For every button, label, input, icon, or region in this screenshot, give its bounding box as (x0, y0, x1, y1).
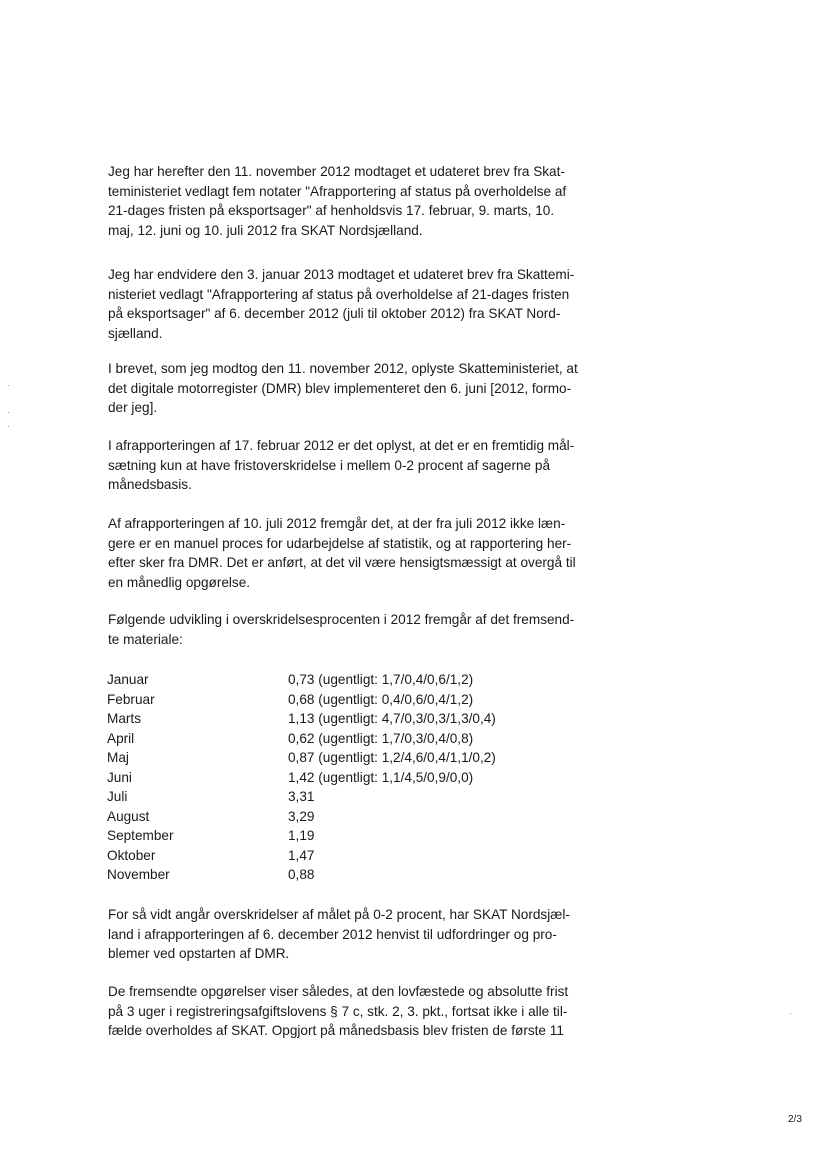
text-line: på 3 uger i registreringsafgiftslovens § 7 c, stk. 2, 3. pkt., fortsat ikke i alle til- (108, 1003, 568, 1019)
scan-mark (8, 385, 9, 386)
paragraph-target (108, 436, 618, 495)
month-cell: April (107, 730, 135, 746)
text-line: Jeg har endvidere den 3. januar 2013 modtaget et udateret brev fra Skattemi- (108, 267, 575, 282)
paragraph-july-report (108, 514, 618, 592)
table-row (107, 670, 627, 690)
text-line: sjælland. (108, 325, 163, 341)
table-row (107, 807, 627, 827)
value-cell: 0,87 (ugentligt: 1,2/4,6/0,4/1,1/0,2) (288, 750, 496, 765)
text-line: sætning kun at have fristoverskridelse i mellem 0-2 procent af sagerne på (108, 457, 551, 473)
value-cell: 1,42 (ugentligt: 1,1/4,5/0,9/0,0) (288, 769, 474, 785)
scan-mark (8, 426, 9, 427)
text-line: De fremsendte opgørelser viser således, at den lovfæstede og absolutte frist (108, 984, 569, 999)
value-cell: 1,19 (288, 828, 315, 843)
value-cell: 0,88 (288, 867, 315, 882)
value-cell: 1,13 (ugentligt: 4,7/0,3/0,3/1,3/0,4) (288, 711, 496, 726)
text-line: efter sker fra DMR. Det er anført, at det vil være hensigtsmæssigt at overgå til (108, 555, 576, 570)
page-number: 2/3 (788, 1114, 802, 1125)
value-cell: 0,73 (ugentligt: 1,7/0,4/0,6/1,2) (288, 672, 474, 687)
value-cell: 0,62 (ugentligt: 1,7/0,3/0,4/0,8) (288, 730, 474, 746)
month-cell: Marts (107, 711, 141, 726)
table-row (107, 768, 627, 788)
text-line: der jeg]. (108, 400, 158, 415)
table-row (107, 787, 627, 807)
overskridelse-table (107, 670, 627, 885)
paragraph-table-intro (108, 610, 618, 649)
text-line: Jeg har herefter den 11. november 2012 modtaget et udateret brev fra Skat- (108, 164, 565, 179)
paragraph-dmr-implementation (108, 359, 618, 418)
scan-mark (790, 1013, 791, 1014)
month-cell: August (107, 808, 150, 824)
text-line: land i afrapporteringen af 6. december 2012 henvist til udfordringer og pro- (108, 926, 557, 942)
text-line: te materiale: (108, 631, 183, 647)
value-cell: 0,68 (ugentligt: 0,4/0,6/0,4/1,2) (288, 691, 474, 707)
table-row (107, 709, 627, 729)
month-cell: Februar (107, 691, 155, 707)
text-line: månedsbasis. (108, 477, 192, 492)
text-line: I brevet, som jeg modtog den 11. november 2012, oplyste Skatteministeriet, at (108, 361, 578, 376)
month-cell: Oktober (107, 847, 156, 863)
text-line: en månedlig opgørelse. (108, 574, 251, 590)
value-cell: 1,47 (288, 847, 315, 863)
table-row (107, 865, 627, 885)
table-row (107, 748, 627, 768)
month-cell: Juli (107, 789, 128, 804)
table-row (107, 690, 627, 710)
value-cell: 3,31 (288, 789, 315, 804)
paragraph-conclusion (108, 982, 618, 1041)
month-cell: November (107, 867, 170, 882)
text-line: 21-dages fristen på eksportsager" af henholdsvis 17. februar, 9. marts, 10. (108, 203, 555, 218)
paragraph-received-january (108, 265, 618, 343)
month-cell: September (107, 828, 174, 843)
text-line: nisteriet vedlagt "Afrapportering af status på overholdelse af 21-dages fristen (108, 286, 570, 302)
table-row (107, 729, 627, 749)
text-line: blemer ved opstarten af DMR. (108, 946, 290, 961)
scan-mark (8, 412, 9, 413)
text-line: For så vidt angår overskridelser af målet på 0-2 procent, har SKAT Nordsjæl- (108, 907, 570, 922)
month-cell: Maj (107, 750, 129, 765)
paragraph-received-letter (108, 162, 618, 240)
text-line: teministeriet vedlagt fem notater "Afrapportering af status på overholdelse af (108, 183, 567, 199)
paragraph-dmr-challenges (108, 905, 618, 964)
text-line: fælde overholdes af SKAT. Opgjort på månedsbasis blev fristen de første 11 (108, 1023, 564, 1038)
text-line: Følgende udvikling i overskridelsesprocenten i 2012 fremgår af det fremsend- (108, 612, 575, 627)
month-cell: Januar (107, 672, 149, 687)
table-row (107, 826, 627, 846)
text-line: maj, 12. juni og 10. juli 2012 fra SKAT Nordsjælland. (108, 222, 423, 238)
month-cell: Juni (107, 769, 132, 785)
value-cell: 3,29 (288, 808, 315, 824)
table-row (107, 846, 627, 866)
text-line: I afrapporteringen af 17. februar 2012 er det oplyst, at det er en fremtidig mål- (108, 438, 575, 453)
text-line: gere er en manuel proces for udarbejdelse af statistik, og at rapportering her- (108, 535, 572, 551)
text-line: Af afrapporteringen af 10. juli 2012 fremgår det, at der fra juli 2012 ikke læn- (108, 516, 566, 531)
text-line: på eksportsager" af 6. december 2012 (juli til oktober 2012) fra SKAT Nord- (108, 306, 561, 321)
text-line: det digitale motorregister (DMR) blev implementeret den 6. juni [2012, formo- (108, 380, 572, 396)
